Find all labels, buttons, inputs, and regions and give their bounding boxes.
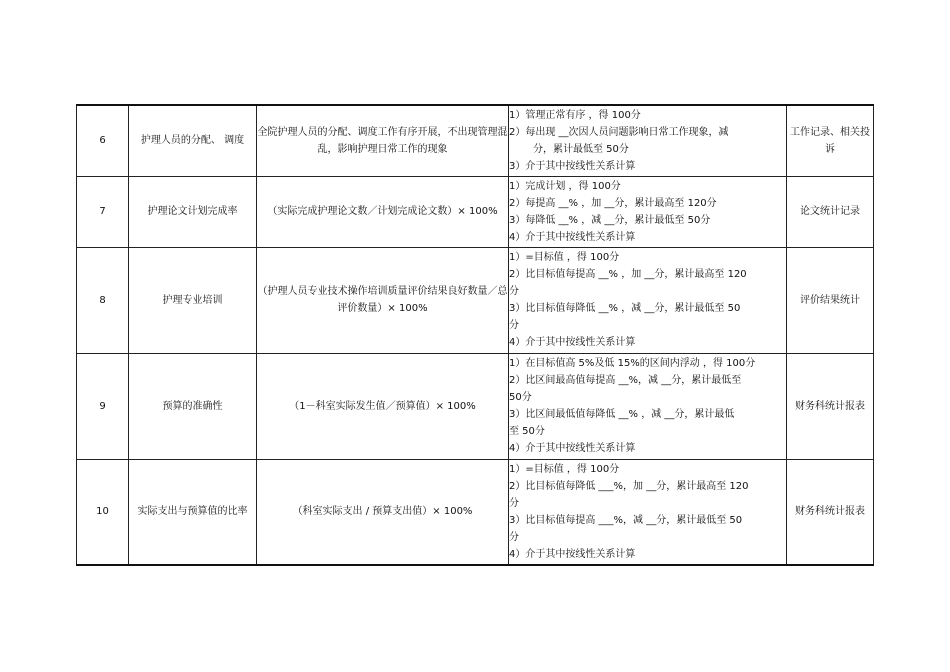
rule-line: 分 [509, 286, 519, 297]
rule-line: 分 [509, 497, 519, 509]
scoring-rules [509, 459, 787, 565]
rule-line: 50分 [509, 392, 532, 403]
table-row [77, 105, 874, 176]
rule-line: 分 [509, 531, 519, 543]
table-row [77, 353, 874, 459]
rule-line: 4）介于其中按线性关系计算 [509, 548, 636, 560]
data-source: 财务科统计报表 [787, 459, 874, 565]
rule-line: 3）比目标值每提高 ___%，减 __分，累计最低至 50 [509, 514, 743, 526]
indicator-formula: （护理人员专业技术操作培训质量评价结果良好数量／总评价数量）× 100% [257, 247, 509, 353]
rule-line: 1）管理正常有序 ，得 100分 [509, 109, 641, 121]
row-number: 10 [77, 459, 129, 565]
rule-line: 3）介于其中按线性关系计算 [509, 160, 636, 172]
rule-line: 1）在目标值高 5%及低 15%的区间内浮动 ，得 100分 [509, 358, 756, 369]
rule-line: 3）比区间最低值每降低 __% ，减 __分，累计最低 [509, 409, 735, 420]
rule-line: 2）每提高 __% ，加 __分，累计最高至 120分 [509, 197, 717, 209]
rule-line: 4）介于其中按线性关系计算 [509, 231, 636, 243]
rule-line: 3）比目标值每降低 __% ，减 __分，累计最低至 50 [509, 303, 741, 314]
row-number: 7 [77, 176, 129, 247]
data-source: 论文统计记录 [787, 176, 874, 247]
rule-line: 2）比目标值每降低 ___%，加 __分，累计最高至 120 [509, 480, 749, 492]
indicator-name: 预算的准确性 [129, 353, 257, 459]
rule-line: 1）=目标值 ，得 100分 [509, 252, 620, 263]
data-source: 财务科统计报表 [787, 353, 874, 459]
scoring-rules [509, 247, 787, 353]
kpi-table [76, 104, 874, 566]
data-source: 评价结果统计 [787, 247, 874, 353]
rule-line: 2）比目标值每提高 __% ，加 __分，累计最高至 120 [509, 269, 747, 280]
row-number: 9 [77, 353, 129, 459]
table-row [77, 459, 874, 565]
indicator-name: 护理人员的分配、 调度 [129, 105, 257, 176]
rule-line: 2）每出现 __次因人员问题影响日常工作现象，减 [509, 126, 729, 138]
rule-line: 4）介于其中按线性关系计算 [509, 337, 636, 348]
table-row [77, 247, 874, 353]
rule-line: 分，累计最低至 50分 [533, 143, 629, 155]
rule-line: 分 [509, 320, 519, 331]
row-number: 6 [77, 105, 129, 176]
indicator-name: 护理论文计划完成率 [129, 176, 257, 247]
rule-line: 4）介于其中按线性关系计算 [509, 443, 636, 454]
rule-line: 3）每降低 __% ，减 __分，累计最低至 50分 [509, 214, 711, 226]
scoring-rules [509, 105, 787, 176]
scoring-rules [509, 353, 787, 459]
indicator-formula: （实际完成护理论文数／计划完成论文数）× 100% [257, 176, 509, 247]
indicator-name: 护理专业培训 [129, 247, 257, 353]
rule-line: 1）=目标值 ，得 100分 [509, 463, 620, 475]
row-number: 8 [77, 247, 129, 353]
data-source: 工作记录、相关投诉 [787, 105, 874, 176]
scoring-rules [509, 176, 787, 247]
table-row [77, 176, 874, 247]
indicator-formula: （1－科室实际发生值／预算值）× 100% [257, 353, 509, 459]
rule-line: 2）比区间最高值每提高 __%，减 __分，累计最低至 [509, 375, 742, 386]
rule-line: 1）完成计划 ，得 100分 [509, 180, 621, 192]
indicator-formula: 全院护理人员的分配、调度工作有序开展，不出现管理混乱，影响护理日常工作的现象 [257, 105, 509, 176]
indicator-formula: （科室实际支出 / 预算支出值）× 100% [257, 459, 509, 565]
indicator-name: 实际支出与预算值的比率 [129, 459, 257, 565]
rule-line: 至 50分 [509, 426, 545, 437]
